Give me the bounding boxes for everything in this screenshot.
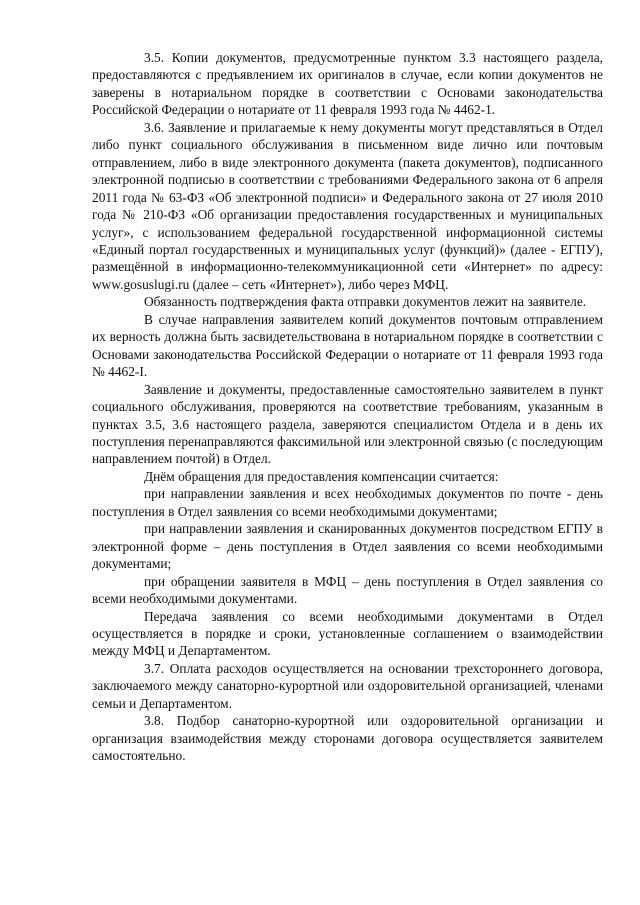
paragraph-day-of-application: Днём обращения для предоставления компенсации считается: (144, 468, 499, 484)
paragraph-by-post: при направлении заявления и всех необходимых документов по почте - день поступления в Отдел заявления со всеми необходимыми документами; (92, 486, 603, 519)
paragraph-social-service-point: Заявление и документы, предоставленные самостоятельно заявителем в пункт социального обслуживания, проверяются на соответствие требованиям, указанным в пунктах 3.5, 3.6 настоящего раздела, заверяются специалистом Отдела и в день их поступления перенаправляются факсимильной или электронной связью (с последующим направлением почтой) в Отдел. (92, 381, 603, 467)
paragraph-via-mfc: при обращении заявителя в МФЦ – день поступления в Отдел заявления со всеми необходимыми документами. (92, 573, 603, 607)
paragraph-3-5: 3.5. Копии документов, предусмотренные пунктом 3.3 настоящего раздела, предоставляются с предъявлением их оригиналов в случае, если копии документов не заверены в нотариальном порядке в соответствии с Основами законодательства Российской Федерации о нотариате от 11 февраля 1993 года № 4462-1. (92, 50, 603, 118)
paragraph-3-7: 3.7. Оплата расходов осуществляется на основании трехстороннего договора, заключаемого между санаторно-курортной или оздоровительной организацией, членами семьи и Департаментом. (92, 660, 603, 711)
paragraph-3-8: 3.8. Подбор санаторно-курортной или оздоровительной организации и организация взаимодействия между сторонами договора осуществляется заявителем самостоятельно. (92, 713, 603, 764)
document-page (92, 49, 603, 765)
paragraph-postal-copies: В случае направления заявителем копий документов почтовым отправлением их верность должна быть засвидетельствована в нотариальном порядке в соответствии с Основами законодательства Российской Федерации о нотариате от 11 февраля 1993 года № 4462-I. (92, 311, 603, 380)
paragraph-via-egpu: при направлении заявления и сканированных документов посредством ЕГПУ в электронной форме – день поступления в Отдел заявления со всеми необходимыми документами; (92, 521, 603, 572)
paragraph-proof-of-sending: Обязанность подтверждения факта отправки документов лежит на заявителе. (144, 294, 587, 310)
paragraph-transfer: Передача заявления со всеми необходимыми документами в Отдел осуществляется в порядке и сроки, установленные соглашением о взаимодействии между МФЦ и Департаментом. (92, 608, 603, 659)
paragraph-3-6: 3.6. Заявление и прилагаемые к нему документы могут представляться в Отдел либо пункт социального обслуживания в письменном виде лично или почтовым отправлением, либо в виде электронного документа (пакета документов), подписанного электронной подписью в соответствии с требованиями Федерального закона от 6 апреля 2011 года № 63-ФЗ «Об электронной подписи» и Федерального закона от 27 июля 2010 года № 210-ФЗ «Об организации предоставления государственных и муниципальных услуг», с использованием федеральной государственной информационной системы «Единый портал государственных и муниципальных услуг (функций)» (далее - ЕГПУ), размещённой в информационно-телекоммуникационной сети «Интернет» по адресу: www.gosuslugi.ru (далее – сеть «Интернет»), либо через МФЦ. (92, 119, 603, 292)
